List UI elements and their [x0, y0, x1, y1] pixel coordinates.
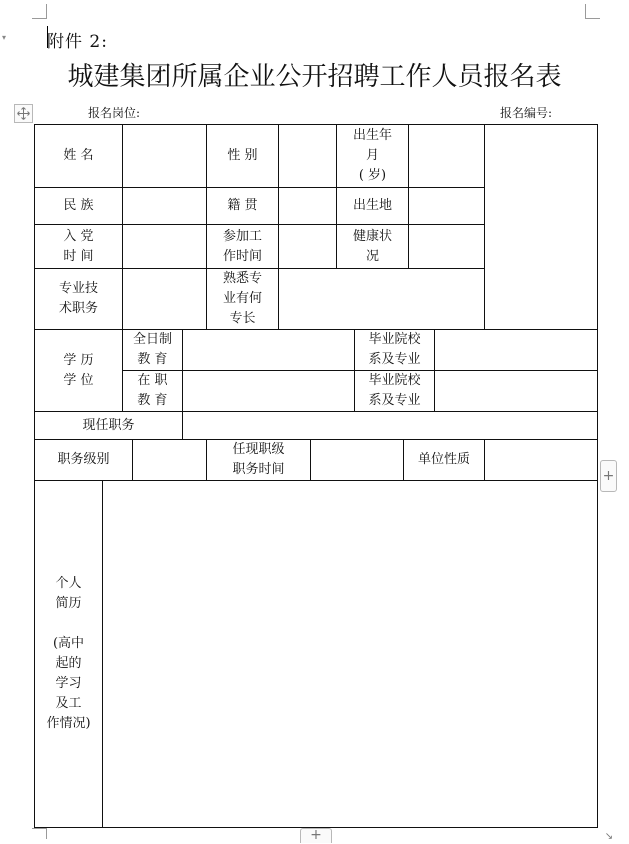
- field-resume[interactable]: [103, 481, 597, 827]
- label-birthplace: 出生地: [352, 198, 392, 213]
- plus-icon: +: [602, 468, 615, 484]
- field-name[interactable]: [123, 125, 206, 187]
- attachment-label: 附件 2:: [47, 32, 108, 52]
- label-post-level: 职务级别: [57, 452, 110, 467]
- field-current-post[interactable]: [183, 412, 597, 439]
- field-gender[interactable]: [279, 125, 336, 187]
- field-specialty[interactable]: [279, 269, 484, 329]
- registration-number-label: 报名编号:: [500, 106, 553, 120]
- field-post-level[interactable]: [133, 440, 206, 480]
- label-inservice-education: 在 职 教 育: [137, 373, 168, 408]
- label-native-place: 籍 贯: [227, 198, 258, 213]
- label-name: 姓 名: [63, 148, 94, 163]
- field-birth[interactable]: [409, 125, 484, 187]
- page-title: 城建集团所属企业公开招聘工作人员报名表: [67, 62, 562, 92]
- table-resize-icon[interactable]: ↘: [604, 831, 614, 842]
- field-level-time[interactable]: [311, 440, 403, 480]
- label-work-start: 参加工 作时间: [222, 228, 262, 264]
- label-specialty: 熟悉专 业有何 专长: [222, 271, 262, 326]
- field-inservice-education[interactable]: [183, 371, 354, 411]
- label-unit-nature: 单位性质: [417, 452, 470, 467]
- post-label: 报名岗位:: [88, 106, 141, 120]
- label-birth: 出生年 月 ( 岁): [352, 128, 392, 183]
- label-health: 健康状 况: [352, 228, 392, 264]
- label-gender: 性 别: [227, 148, 258, 163]
- label-education-degree: 学 历 学 位: [63, 352, 94, 388]
- label-grad-school-fulltime: 毕业院校 系及专业: [368, 332, 421, 367]
- field-birthplace[interactable]: [409, 188, 484, 224]
- label-ethnicity: 民 族: [63, 198, 94, 213]
- label-tech-title: 专业技 术职务: [58, 281, 98, 316]
- field-work-start[interactable]: [279, 225, 336, 268]
- chevron-down-icon: ▾: [2, 33, 7, 42]
- label-party-join: 入 党 时 间: [63, 228, 94, 264]
- label-current-post: 现任职务: [82, 417, 135, 433]
- label-grad-school-inservice: 毕业院校 系及专业: [368, 373, 421, 408]
- field-tech-title[interactable]: [123, 269, 206, 329]
- label-level-time: 任现职级 职务时间: [232, 442, 285, 477]
- field-grad-school-fulltime[interactable]: [435, 330, 597, 370]
- photo-box[interactable]: [485, 125, 597, 329]
- field-fulltime-education[interactable]: [183, 330, 354, 370]
- label-resume: 个人 简历 (高中 起的 学习 及工 作情况): [46, 576, 91, 731]
- field-unit-nature[interactable]: [485, 440, 597, 480]
- plus-icon: +: [310, 827, 322, 843]
- field-ethnicity[interactable]: [123, 188, 206, 224]
- field-party-join[interactable]: [123, 225, 206, 268]
- field-health[interactable]: [409, 225, 484, 268]
- field-native-place[interactable]: [279, 188, 336, 224]
- label-fulltime-education: 全日制 教 育: [132, 332, 172, 367]
- field-grad-school-inservice[interactable]: [435, 371, 597, 411]
